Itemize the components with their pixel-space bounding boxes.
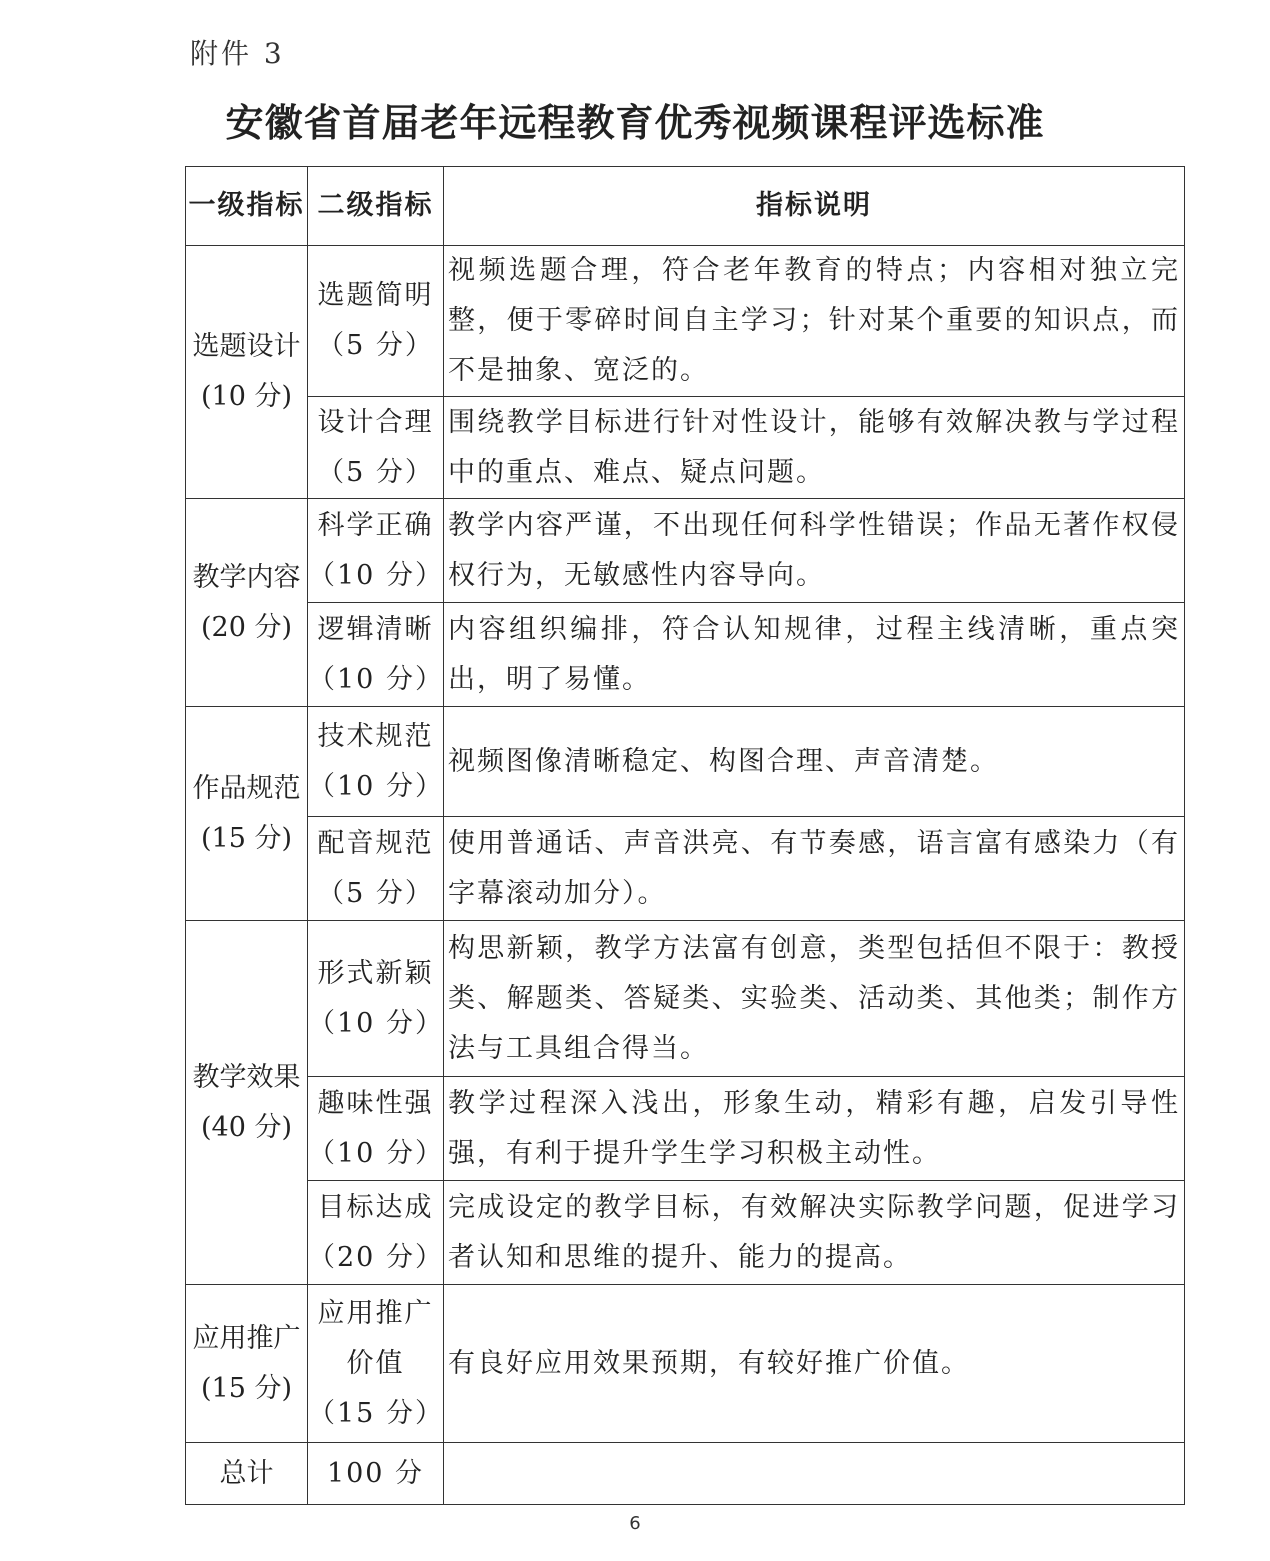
level2-score: （20 分） bbox=[308, 1241, 444, 1273]
description-text: 教学内容严谨，不出现任何科学性错误；作品无著作权侵权行为，无敏感性内容导向。 bbox=[448, 509, 1180, 591]
level2-name: 配音规范 bbox=[317, 827, 434, 859]
table-row bbox=[186, 1285, 1185, 1443]
level2-score: （10 分） bbox=[308, 770, 444, 802]
level2-score: （10 分） bbox=[308, 1007, 444, 1039]
table-row bbox=[186, 603, 1185, 707]
attachment-label: 附件 3 bbox=[190, 37, 285, 70]
description-cell bbox=[444, 499, 1185, 603]
level2-score: （5 分） bbox=[317, 330, 434, 361]
header-description: 指标说明 bbox=[444, 167, 1185, 246]
level1-name: 教学效果 bbox=[192, 1061, 301, 1093]
level2-score: （5 分） bbox=[317, 456, 434, 488]
table-row bbox=[186, 499, 1185, 603]
description-cell bbox=[444, 1077, 1185, 1181]
table-row bbox=[186, 246, 1185, 397]
description-cell bbox=[444, 1181, 1185, 1285]
level1-cell bbox=[186, 1285, 308, 1443]
description-cell bbox=[444, 397, 1185, 499]
level2-name: 选题简明 bbox=[317, 280, 434, 311]
description-cell bbox=[444, 246, 1185, 397]
level2-name: 目标达成 bbox=[317, 1191, 434, 1223]
description-text: 视频图像清晰稳定、构图合理、声音清楚。 bbox=[448, 745, 999, 777]
description-text: 完成设定的教学目标，有效解决实际教学问题，促进学习者认知和思维的提升、能力的提高。 bbox=[448, 1191, 1180, 1273]
description-text: 围绕教学目标进行针对性设计，能够有效解决教与学过程中的重点、难点、疑点问题。 bbox=[448, 406, 1180, 488]
level1-score: (15 分) bbox=[200, 1372, 292, 1404]
level1-cell bbox=[186, 707, 308, 921]
description-text: 教学过程深入浅出，形象生动，精彩有趣，启发引导性强，有利于提升学生学习积极主动性。 bbox=[448, 1087, 1180, 1169]
level2-score: （10 分） bbox=[308, 1137, 444, 1169]
description-cell bbox=[444, 921, 1185, 1077]
level1-name: 作品规范 bbox=[192, 772, 301, 804]
level2-name: 应用推广价值 bbox=[317, 1297, 434, 1379]
table-row bbox=[186, 1077, 1185, 1181]
table-row bbox=[186, 921, 1185, 1077]
total-row bbox=[186, 1443, 1185, 1505]
level2-name: 逻辑清晰 bbox=[317, 613, 434, 645]
level2-cell bbox=[308, 499, 444, 603]
level1-name: 应用推广 bbox=[192, 1322, 301, 1354]
level2-name: 技术规范 bbox=[317, 720, 434, 752]
level2-cell bbox=[308, 921, 444, 1077]
page-number: 6 bbox=[629, 1513, 641, 1534]
table-row bbox=[186, 707, 1185, 817]
description-text: 构思新颖，教学方法富有创意，类型包括但不限于：教授类、解题类、答疑类、实验类、活动类、其他类；制作方法与工具组合得当。 bbox=[448, 932, 1180, 1064]
table-row bbox=[186, 397, 1185, 499]
description-text: 使用普通话、声音洪亮、有节奏感，语言富有感染力（有字幕滚动加分）。 bbox=[448, 827, 1180, 909]
level2-cell bbox=[308, 246, 444, 397]
level1-cell bbox=[186, 921, 308, 1285]
level2-cell bbox=[308, 707, 444, 817]
level2-name: 科学正确 bbox=[317, 509, 434, 541]
level2-name: 趣味性强 bbox=[317, 1087, 434, 1119]
level2-score: （15 分） bbox=[308, 1397, 444, 1429]
level2-score: （10 分） bbox=[308, 663, 444, 695]
total-label: 总计 bbox=[186, 1443, 308, 1505]
description-text: 内容组织编排，符合认知规律，过程主线清晰，重点突出，明了易懂。 bbox=[448, 613, 1180, 695]
header-row bbox=[186, 167, 1185, 246]
total-value: 100 分 bbox=[308, 1443, 444, 1505]
level2-cell bbox=[308, 603, 444, 707]
level1-score: (15 分) bbox=[200, 822, 292, 854]
description-text: 有良好应用效果预期，有较好推广价值。 bbox=[448, 1347, 970, 1379]
header-level1: 一级指标 bbox=[186, 167, 308, 246]
description-cell bbox=[444, 603, 1185, 707]
table-row bbox=[186, 817, 1185, 921]
level1-score: (40 分) bbox=[200, 1111, 292, 1143]
level1-name: 教学内容 bbox=[192, 561, 301, 593]
document-title: 安徽省首届老年远程教育优秀视频课程评选标准 bbox=[225, 100, 1045, 145]
level2-cell bbox=[308, 397, 444, 499]
description-cell bbox=[444, 1285, 1185, 1443]
level1-cell bbox=[186, 499, 308, 707]
header-level2: 二级指标 bbox=[308, 167, 444, 246]
criteria-table bbox=[185, 166, 1185, 1505]
level1-cell bbox=[186, 246, 308, 499]
level2-name: 形式新颖 bbox=[317, 957, 434, 989]
level1-score: (10 分) bbox=[200, 381, 292, 412]
level1-name: 选题设计 bbox=[192, 331, 301, 362]
level2-cell bbox=[308, 1181, 444, 1285]
level2-score: （5 分） bbox=[317, 877, 434, 909]
level2-cell bbox=[308, 817, 444, 921]
total-description-empty bbox=[444, 1443, 1185, 1505]
description-text: 视频选题合理，符合老年教育的特点；内容相对独立完整，便于零碎时间自主学习；针对某个重要的知识点，而不是抽象、宽泛的。 bbox=[448, 255, 1180, 386]
table-row bbox=[186, 1181, 1185, 1285]
level2-score: （10 分） bbox=[308, 559, 444, 591]
level1-score: (20 分) bbox=[200, 611, 292, 643]
level2-cell bbox=[308, 1077, 444, 1181]
level2-name: 设计合理 bbox=[317, 406, 434, 438]
description-cell bbox=[444, 707, 1185, 817]
description-cell bbox=[444, 817, 1185, 921]
level2-cell bbox=[308, 1285, 444, 1443]
